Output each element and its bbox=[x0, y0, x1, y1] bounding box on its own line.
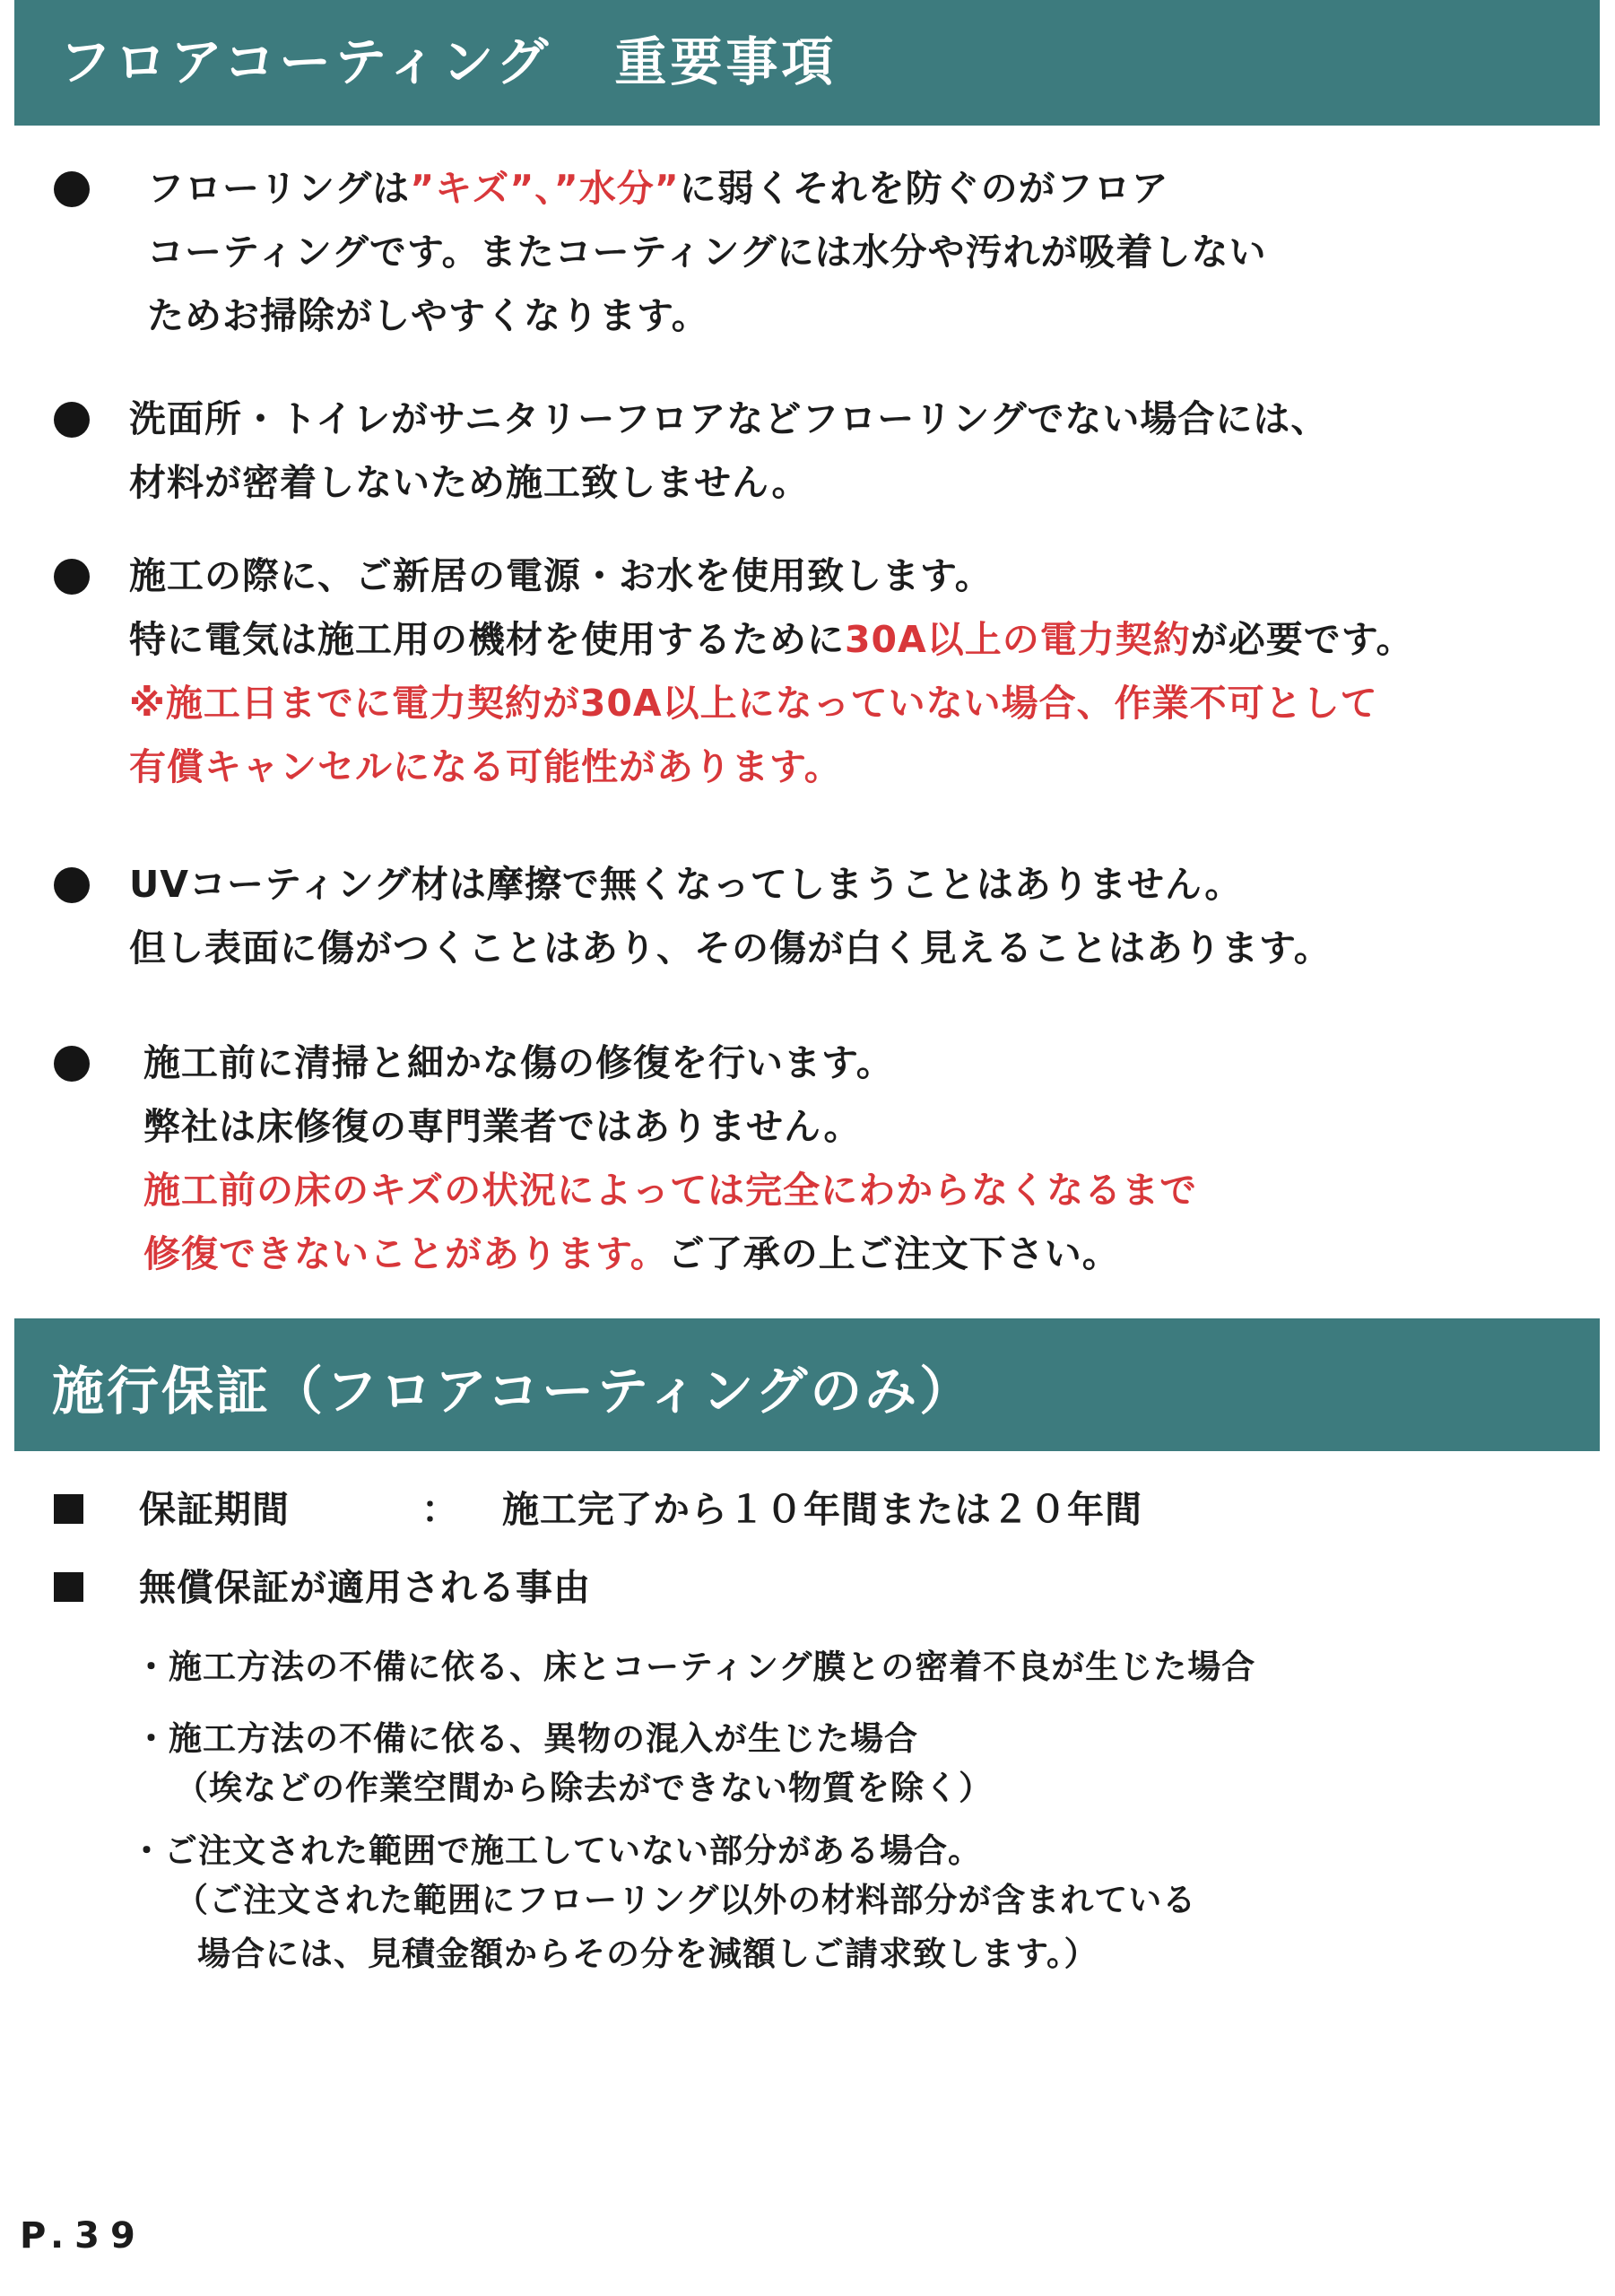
reason-2: ・施工方法の不備に依る、異物の混入が生じた場合 bbox=[135, 1719, 918, 1758]
header-subtitle: 重要事項 bbox=[614, 31, 838, 92]
notice-line: 施工前に清掃と細かな傷の修復を行います。 bbox=[143, 1041, 894, 1084]
notice-line: 洗面所・トイレがサニタリーフロアなどフローリングでない場合には、 bbox=[129, 397, 1329, 440]
bullet-icon bbox=[54, 171, 90, 207]
bullet-icon bbox=[54, 1046, 90, 1082]
notice-line: 弊社は床修復の専門業者ではありません。 bbox=[143, 1105, 862, 1148]
emphasis-text: 修復できないことがあります。 bbox=[143, 1232, 668, 1275]
notice-line bbox=[129, 608, 1414, 672]
notice-line bbox=[143, 1222, 1197, 1286]
warning-line: ※施工日までに電力契約が30A以上になっていない場合、作業不可として bbox=[129, 682, 1378, 725]
reason-1: ・施工方法の不備に依る、床とコーティング膜との密着不良が生じた場合 bbox=[135, 1648, 1256, 1686]
section-header-warranty bbox=[14, 1318, 1600, 1451]
warranty-reasons-title: 無償保証が適用される事由 bbox=[139, 1566, 591, 1609]
emphasis-text: 30A以上の電力契約 bbox=[845, 618, 1191, 661]
notice-line: ためお掃除がしやすくなります。 bbox=[147, 294, 709, 337]
reason-2-note: （埃などの作業空間から除去ができない物質を除く） bbox=[175, 1769, 993, 1807]
page-number: P.39 bbox=[20, 2215, 146, 2257]
bullet-icon bbox=[54, 867, 90, 903]
warning-line: 施工前の床のキズの状況によっては完全にわからなくなるまで bbox=[143, 1169, 1198, 1212]
notice-line: 但し表面に傷がつくことはあり、その傷が白く見えることはあります。 bbox=[129, 926, 1332, 970]
notice-line: コーティングです。またコーティングには水分や汚れが吸着しない bbox=[147, 230, 1267, 274]
reason-3-note: 場合には、見積金額からその分を減額しご請求致します。） bbox=[197, 1935, 1098, 1973]
reason-3-note: （ご注文された範囲にフローリング以外の材料部分が含まれている bbox=[175, 1881, 1197, 1919]
notice-line: UVコーティング材は摩擦で無くなってしまうことはありません。 bbox=[129, 863, 1243, 906]
header-title: フロアコーティング bbox=[59, 31, 552, 92]
section-header-important bbox=[14, 0, 1600, 126]
square-bullet-icon bbox=[54, 1572, 83, 1602]
notice-line: 材料が密着しないため施工致しません。 bbox=[129, 461, 810, 504]
text: ご了承の上ご注文下さい。 bbox=[667, 1232, 1120, 1275]
bullet-icon bbox=[54, 402, 90, 438]
text: フローリングは bbox=[147, 167, 411, 210]
warranty-period-value: 施工完了から１０年間または２０年間 bbox=[502, 1488, 1142, 1531]
text: が必要です。 bbox=[1190, 618, 1414, 661]
notice-line bbox=[147, 157, 1267, 221]
warranty-period-label: 保証期間 bbox=[139, 1488, 290, 1531]
colon: ： bbox=[421, 1488, 459, 1531]
warning-line: 有償キャンセルになる可能性があります。 bbox=[129, 745, 842, 788]
header-title: 施行保証（フロアコーティングのみ） bbox=[52, 1361, 975, 1422]
emphasis-text: ”キズ”、”水分” bbox=[410, 167, 680, 210]
text: 特に電気は施工用の機材を使用するために bbox=[129, 618, 845, 661]
bullet-icon bbox=[54, 559, 90, 595]
square-bullet-icon bbox=[54, 1494, 83, 1524]
text: に弱くそれを防ぐのがフロア bbox=[679, 167, 1169, 210]
reason-3: ・ご注文された範囲で施工していない部分がある場合。 bbox=[130, 1831, 982, 1870]
notice-line: 施工の際に、ご新居の電源・お水を使用致します。 bbox=[129, 554, 993, 597]
